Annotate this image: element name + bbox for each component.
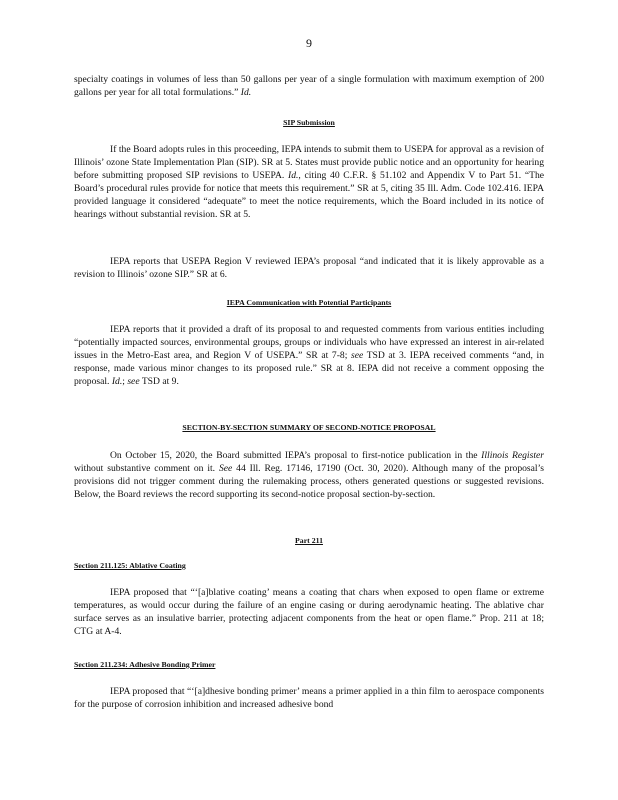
paragraph-section-211-234: IEPA proposed that “‘[a]dhesive bonding primer’ means a primer applied in a thin film to aerospace components for the purpose of corrosion inhibition and increased adhesive bond [74,686,544,711]
heading-section-211-234: Section 211.234: Adhesive Bonding Primer [74,660,216,669]
paragraph-section-211-125: IEPA proposed that “‘[a]blative coating’ means a coating that chars when exposed to open flame or extreme temperatures, as would occur during the failure of an engine casing or during aerodynamic heating. The ablative char surface serves as an insulative barrier, protecting adjacent components from the heat or open flame.” Prop. 211 at 18; CTG at A-4. [74,587,544,638]
paragraph-communication: IEPA reports that it provided a draft of its proposal to and requested comments from various entities including “potentially impacted sources, environmental groups, groups or individuals who have expressed an interest in air-related issues in the Metro-East area, and Region V of USEPA.” SR at 7-8; see TSD at 3. IEPA received comments “and, in response, made various minor changes to its proposed rule.” SR at 8. IEPA did not receive a comment opposing the proposal. Id.; see TSD at 9. [74,324,544,388]
heading-section-summary: SECTION-BY-SECTION SUMMARY OF SECOND-NOTICE PROPOSAL [182,423,436,432]
paragraph-sip-1: If the Board adopts rules in this proceeding, IEPA intends to submit them to USEPA for approval as a revision of Illinois’ ozone State Implementation Plan (SIP). SR at 5. States must provide public notice and an opportunity for hearing before submitting proposed SIP revisions to USEPA. Id., citing 40 C.F.R. § 51.102 and Appendix V to Part 51. “The Board’s procedural rules provide for notice that meets this requirement.” SR at 5, citing 35 Ill. Adm. Code 102.416. IEPA provided language it considered “adequate” to meet the notice requirements, which the Board included in its notice of hearings without substantial revision. SR at 5. [74,144,544,221]
page-number: 9 [306,36,312,50]
heading-part-211: Part 211 [295,536,323,545]
citation-id: Id. [240,87,252,99]
paragraph-text: specialty coatings in volumes of less than 50 gallons per year of a single formulation with maximum exemption of 200 gallons per year for all total formulations.” [74,74,544,99]
paragraph-summary: On October 15, 2020, the Board submitted IEPA’s proposal to first-notice publication in the Illinois Register without substantive comment on it. See 44 Ill. Reg. 17146, 17190 (Oct. 30, 2020). Although many of the proposal’s provisions did not trigger comment during the rulemaking process, others generated questions or suggested revisions. Below, the Board reviews the record supporting its second-notice proposal section-by-section. [74,450,544,501]
heading-sip-submission: SIP Submission [283,118,335,127]
paragraph-continued [74,73,544,99]
heading-section-211-125: Section 211.125: Ablative Coating [74,561,186,570]
paragraph-sip-2: IEPA reports that USEPA Region V reviewed IEPA’s proposal “and indicated that it is likely approvable as a revision to Illinois’ ozone SIP.” SR at 6. [74,256,544,281]
heading-iepa-communication: IEPA Communication with Potential Participants [226,298,392,307]
